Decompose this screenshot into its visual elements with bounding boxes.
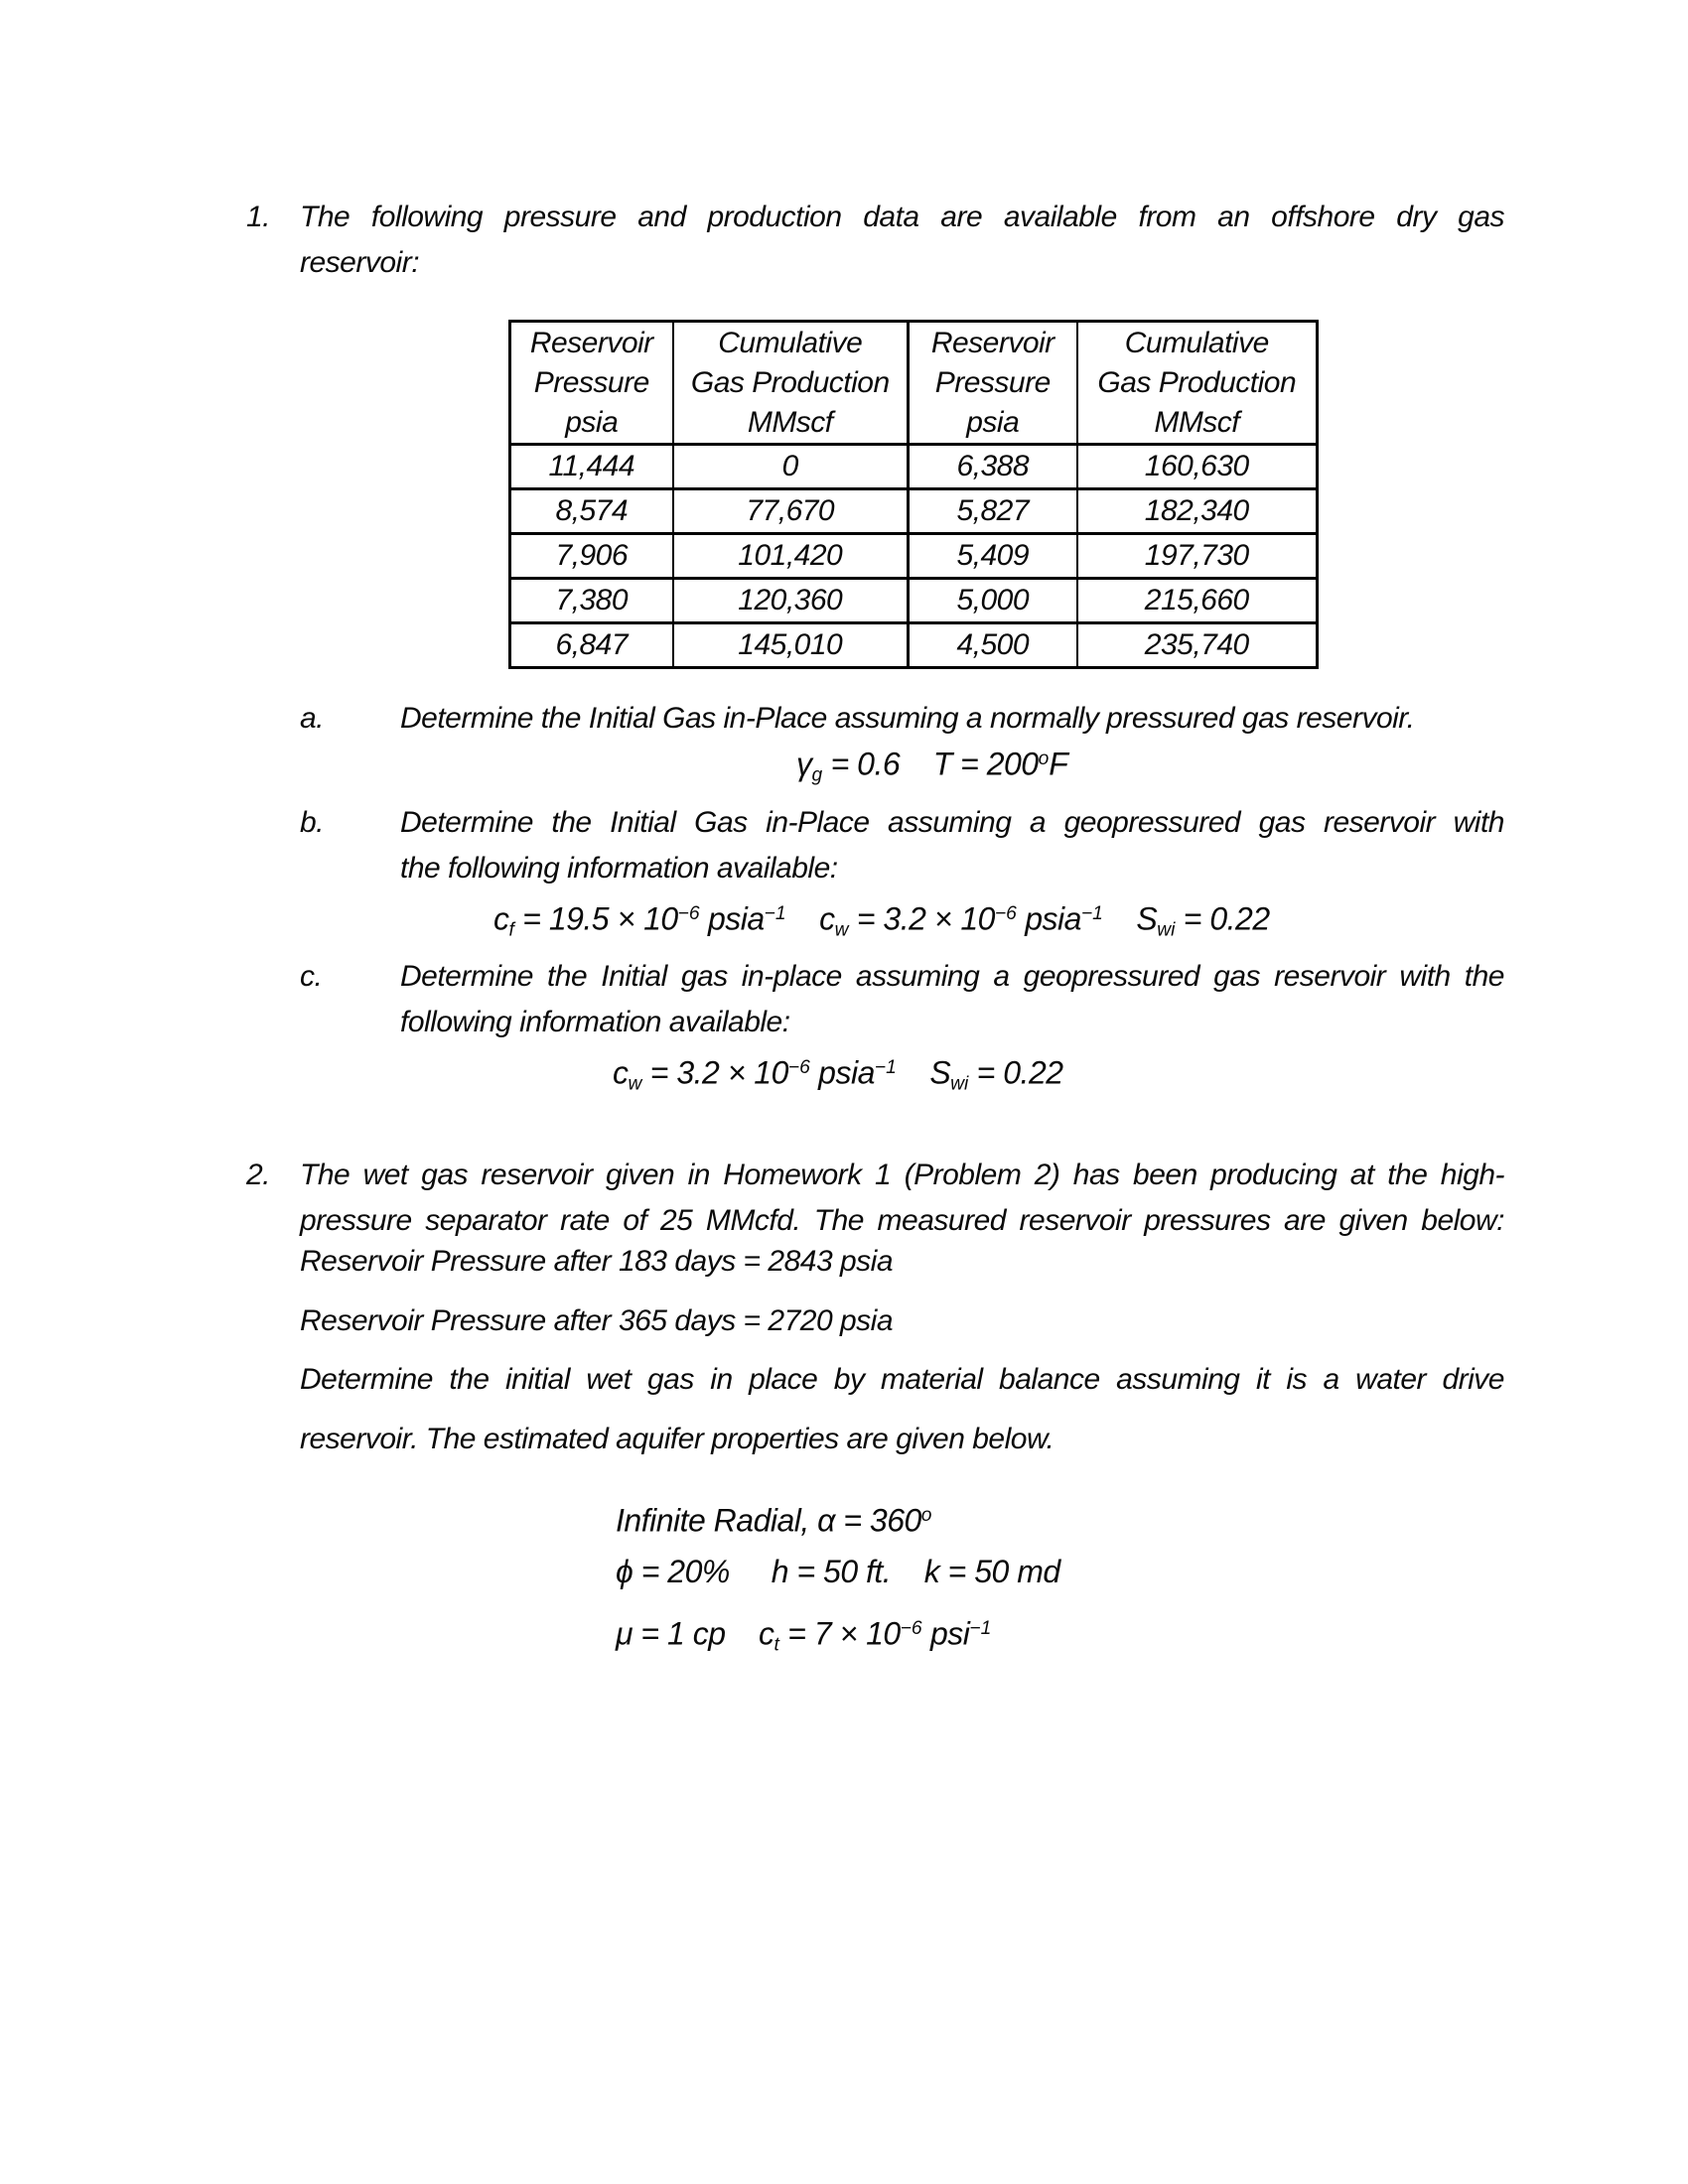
part-b-equation xyxy=(493,891,1270,941)
table-cell: 6,847 xyxy=(510,623,673,668)
math-run: g xyxy=(811,764,823,786)
table-cell: 215,660 xyxy=(1077,579,1318,623)
table-header-line: Reservoir xyxy=(529,326,653,359)
pressure-after-365-days: Reservoir Pressure after 365 days = 2720 psia xyxy=(300,1304,893,1337)
aquifer-equation-line-3 xyxy=(616,1600,1060,1657)
text-line: following information available: xyxy=(400,1006,790,1038)
table-cell: 0 xyxy=(673,445,909,489)
math-run: o xyxy=(1038,749,1050,769)
math-run: −1 xyxy=(764,903,786,924)
text-line: Determine the Initial gas in-place assuming a geopressured gas reservoir with the xyxy=(400,960,1504,993)
math-run xyxy=(1103,901,1137,937)
math-run: psia xyxy=(1016,900,1081,937)
problem-1-number: 1. xyxy=(246,201,271,233)
table-header-line: Gas Production xyxy=(690,365,890,399)
math-run: h = 50 ft. xyxy=(771,1554,892,1589)
text-line: Determine the Initial Gas in-Place assuming a normally pressured gas reservoir. xyxy=(400,702,1415,735)
table-cell: 197,730 xyxy=(1077,534,1318,579)
math-run: −1 xyxy=(874,1057,897,1078)
table-header-line: Cumulative xyxy=(718,326,863,359)
math-run: γ xyxy=(796,746,812,782)
aquifer-equation-line-1 xyxy=(616,1487,1060,1544)
problem-2-number: 2. xyxy=(246,1159,271,1191)
text-line: pressure separator rate of 25 MMcfd. The measured reservoir pressures are given below: xyxy=(300,1204,1504,1237)
math-run: −6 xyxy=(677,903,700,924)
table-cell: 5,000 xyxy=(909,579,1077,623)
math-run: o xyxy=(920,1505,932,1526)
math-run: μ = 1 cp xyxy=(616,1615,726,1652)
text-line: Determine the initial wet gas in place by material balance assuming it is a water drive xyxy=(300,1363,1504,1396)
part-c-text xyxy=(400,954,1504,1045)
math-run: = 19.5 × 10 xyxy=(513,900,678,937)
table-cell: 8,574 xyxy=(510,489,673,534)
math-run: k = 50 md xyxy=(923,1554,1060,1589)
math-run: S xyxy=(1136,900,1158,937)
math-run: c xyxy=(613,1054,629,1091)
table-cell: 7,906 xyxy=(510,534,673,579)
table-cell: 11,444 xyxy=(510,445,673,489)
math-run xyxy=(786,901,820,937)
math-run: −1 xyxy=(969,1618,992,1639)
table-header-line: psia xyxy=(565,405,619,439)
part-b-text xyxy=(400,800,1504,891)
text-line: reservoir. The estimated aquifer properties are given below. xyxy=(300,1423,1055,1455)
table-cell: 145,010 xyxy=(673,623,909,668)
problem-1-intro xyxy=(300,195,1504,286)
math-run: = 7 × 10 xyxy=(778,1615,901,1652)
table-row xyxy=(510,445,1318,489)
table-header-line: MMscf xyxy=(747,405,833,439)
table-row xyxy=(510,579,1318,623)
text-line: The wet gas reservoir given in Homework 1 (Problem 2) has been producing at the high- xyxy=(300,1159,1504,1191)
math-run: −6 xyxy=(900,1618,922,1639)
table-row xyxy=(510,489,1318,534)
text-line: Determine the Initial Gas in-Place assuming a geopressured gas reservoir with xyxy=(400,806,1504,839)
math-run: t xyxy=(774,1634,779,1656)
math-run: −6 xyxy=(787,1057,810,1078)
part-a-equation xyxy=(796,737,1068,786)
math-run: c xyxy=(493,900,509,937)
part-c-label: c. xyxy=(300,960,323,993)
text-line: reservoir: xyxy=(300,246,420,279)
math-run: w xyxy=(628,1073,642,1095)
table-header-line: Pressure xyxy=(934,365,1051,399)
math-run: = 3.2 × 10 xyxy=(848,900,995,937)
table-cell: 235,740 xyxy=(1077,623,1318,668)
aquifer-properties-equations xyxy=(616,1487,1060,1657)
math-run: Infinite Radial, α = 360 xyxy=(616,1502,921,1539)
math-run: wi xyxy=(1157,919,1176,941)
table-header-cell xyxy=(673,322,909,445)
part-b-label: b. xyxy=(300,806,325,839)
math-run xyxy=(891,1554,924,1589)
math-run: f xyxy=(508,919,514,941)
part-a-label: a. xyxy=(300,702,325,735)
table-header-cell xyxy=(909,322,1077,445)
table-header-line: Cumulative xyxy=(1124,326,1269,359)
math-run: psi xyxy=(921,1615,970,1652)
math-run: −1 xyxy=(1080,903,1103,924)
part-c-equation xyxy=(613,1045,1063,1095)
table-header-line: Pressure xyxy=(533,365,649,399)
math-run: = 0.6 xyxy=(822,746,901,782)
table-cell: 5,827 xyxy=(909,489,1077,534)
math-run: S xyxy=(929,1054,951,1091)
math-run: ϕ = 20% xyxy=(616,1554,730,1589)
table-header-line: MMscf xyxy=(1154,405,1240,439)
table-cell: 120,360 xyxy=(673,579,909,623)
math-run: c xyxy=(819,900,835,937)
pressure-production-table xyxy=(508,320,1319,669)
math-run: = 3.2 × 10 xyxy=(641,1054,788,1091)
math-run: w xyxy=(834,919,849,941)
table-header-line: psia xyxy=(966,405,1020,439)
table-cell: 5,409 xyxy=(909,534,1077,579)
math-run xyxy=(900,747,933,782)
table-header-cell xyxy=(1077,322,1318,445)
text-line: the following information available: xyxy=(400,852,838,885)
table-cell: 4,500 xyxy=(909,623,1077,668)
math-run: c xyxy=(759,1615,774,1652)
problem-2-determine-text xyxy=(300,1350,1504,1469)
part-a-text xyxy=(400,696,1504,742)
math-run: psia xyxy=(699,900,765,937)
math-run: −6 xyxy=(994,903,1017,924)
aquifer-equation-line-2 xyxy=(616,1544,1060,1600)
table-cell: 6,388 xyxy=(909,445,1077,489)
table-cell: 101,420 xyxy=(673,534,909,579)
problem-2-intro xyxy=(300,1153,1504,1244)
table-header-line: Gas Production xyxy=(1097,365,1297,399)
text-line: The following pressure and production data are available from an offshore dry gas xyxy=(300,201,1504,233)
table-cell: 7,380 xyxy=(510,579,673,623)
table-cell: 77,670 xyxy=(673,489,909,534)
table-cell: 182,340 xyxy=(1077,489,1318,534)
math-run xyxy=(725,1616,759,1652)
math-run: psia xyxy=(809,1054,875,1091)
math-run xyxy=(897,1055,930,1091)
table-row xyxy=(510,623,1318,668)
math-run: F xyxy=(1049,746,1068,782)
math-run: T = 200 xyxy=(932,746,1039,782)
pressure-after-183-days: Reservoir Pressure after 183 days = 2843 psia xyxy=(300,1245,893,1278)
table-cell: 160,630 xyxy=(1077,445,1318,489)
math-run: wi xyxy=(950,1073,969,1095)
math-run xyxy=(730,1554,772,1589)
table-row xyxy=(510,534,1318,579)
table-header-line: Reservoir xyxy=(930,326,1055,359)
math-run: = 0.22 xyxy=(968,1054,1063,1091)
table-header-cell xyxy=(510,322,673,445)
math-run: = 0.22 xyxy=(1175,900,1270,937)
